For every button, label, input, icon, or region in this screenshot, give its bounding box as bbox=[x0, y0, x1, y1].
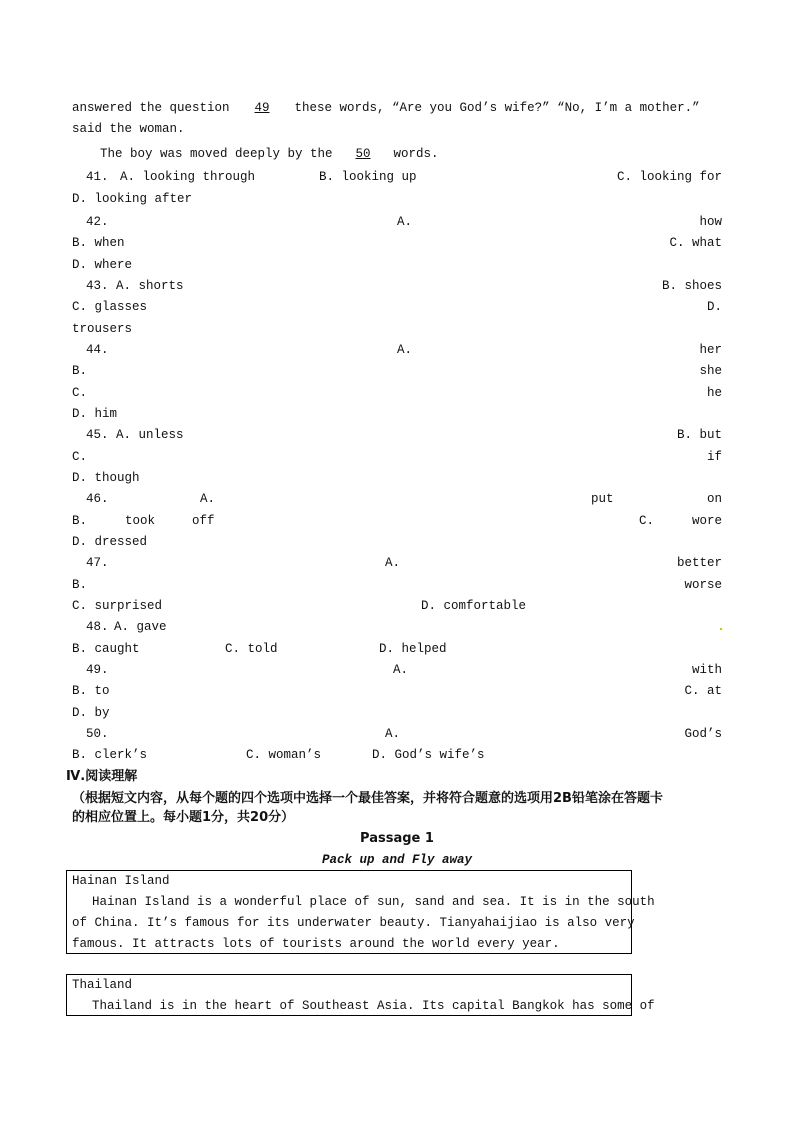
option-b: B. caught bbox=[72, 642, 140, 656]
option-a-word: how bbox=[699, 215, 722, 229]
blank-50: 50 bbox=[355, 147, 371, 161]
option-b: B. bbox=[72, 514, 88, 528]
option-c: C. at bbox=[684, 684, 722, 698]
stray-mark bbox=[720, 628, 722, 630]
cloze-text: answered the question bbox=[72, 101, 238, 115]
question-48 bbox=[72, 618, 722, 636]
option-c: C. woman’s bbox=[246, 748, 322, 762]
question-45 bbox=[72, 426, 722, 444]
option-c: C. bbox=[639, 514, 655, 528]
box-heading: Thailand bbox=[72, 978, 133, 992]
question-number: 50. bbox=[86, 727, 109, 741]
option-b-word: worse bbox=[684, 578, 722, 592]
option-d: D. comfortable bbox=[421, 599, 527, 613]
section-instructions-1: （根据短文内容，从每个题的四个选项中选择一个最佳答案，并将符合题意的选项用2B铅笔涂在答题卡 bbox=[72, 791, 663, 806]
question-number: 44. bbox=[86, 343, 109, 357]
option-b: B. bbox=[72, 364, 88, 378]
option-d: D. bbox=[706, 300, 722, 314]
question-43 bbox=[72, 277, 722, 295]
option-b: B. shoes bbox=[661, 279, 722, 293]
question-41 bbox=[72, 168, 722, 186]
blank-49: 49 bbox=[254, 101, 270, 115]
option-a-word: better bbox=[676, 556, 722, 570]
question-46-d: D. dressed bbox=[72, 535, 148, 549]
box-text-line: Hainan Island is a wonderful place of sun, sand and sea. It is in the south bbox=[92, 895, 655, 909]
question-48-bcd bbox=[72, 640, 722, 658]
question-number: 45. bbox=[86, 428, 109, 442]
option-a-word: with bbox=[691, 663, 722, 677]
option-a: A. bbox=[200, 492, 216, 506]
cloze-text: words. bbox=[386, 147, 439, 161]
option-b-word: took bbox=[125, 514, 156, 528]
option-a-word: God’s bbox=[684, 727, 722, 741]
cloze-line-2: said the woman. bbox=[72, 122, 185, 136]
question-46-bc bbox=[72, 512, 722, 530]
option-b: B. bbox=[72, 578, 88, 592]
section-instructions-2: 的相应位置上。每小题1分，共20分） bbox=[72, 810, 295, 825]
question-number: 48. bbox=[86, 620, 109, 634]
question-42 bbox=[72, 213, 722, 231]
option-c: C. bbox=[72, 450, 88, 464]
option-a: A. bbox=[397, 343, 413, 357]
option-d: D. God’s wife’s bbox=[372, 748, 485, 762]
cloze-text: these words, “Are you God’s wife?” “No, I’m a mother.” bbox=[287, 101, 700, 115]
question-42-bc bbox=[72, 234, 722, 252]
question-44-b bbox=[72, 362, 722, 380]
option-a-word: put bbox=[591, 492, 614, 506]
question-47-cd bbox=[72, 597, 722, 615]
question-number: 49. bbox=[86, 663, 109, 677]
option-a: A. looking through bbox=[120, 170, 256, 184]
passage-label: Passage 1 bbox=[360, 831, 434, 846]
question-number: 46. bbox=[86, 492, 109, 506]
option-d: D. helped bbox=[379, 642, 447, 656]
question-43-d-word: trousers bbox=[72, 322, 133, 336]
option-b: B. looking up bbox=[319, 170, 417, 184]
option-a: A. bbox=[385, 727, 401, 741]
question-47 bbox=[72, 554, 722, 572]
option-a: A. unless bbox=[116, 428, 184, 442]
option-c: C. looking for bbox=[616, 170, 722, 184]
option-a: A. bbox=[393, 663, 409, 677]
hainan-island-box bbox=[66, 870, 655, 954]
question-44-d: D. him bbox=[72, 407, 118, 421]
option-c: C. glasses bbox=[72, 300, 148, 314]
option-c: C. surprised bbox=[72, 599, 163, 613]
option-b: B. but bbox=[676, 428, 722, 442]
box-text-line: Thailand is in the heart of Southeast Asia. Its capital Bangkok has some of bbox=[92, 999, 655, 1013]
cloze-text: The boy was moved deeply by the bbox=[100, 147, 341, 161]
option-b-word-2: off bbox=[192, 514, 215, 528]
option-c: C. what bbox=[669, 236, 722, 250]
question-number: 43. bbox=[86, 279, 109, 293]
cloze-line-1 bbox=[72, 99, 722, 117]
section-title: Ⅳ.阅读理解 bbox=[66, 769, 138, 784]
question-50 bbox=[72, 725, 722, 743]
question-number: 47. bbox=[86, 556, 109, 570]
question-41-d: D. looking after bbox=[72, 192, 193, 206]
question-50-bcd bbox=[72, 746, 722, 764]
option-c: C. bbox=[72, 386, 88, 400]
option-a-word-2: on bbox=[706, 492, 722, 506]
cloze-line-3 bbox=[100, 145, 750, 163]
question-46 bbox=[72, 490, 722, 508]
option-a: A. shorts bbox=[116, 279, 184, 293]
question-45-d: D. though bbox=[72, 471, 140, 485]
option-a: A. bbox=[385, 556, 401, 570]
question-number: 42. bbox=[86, 215, 109, 229]
box-text-line: of China. It’s famous for its underwater beauty. Tianyahaijiao is also very bbox=[72, 916, 635, 930]
option-c: C. told bbox=[225, 642, 278, 656]
option-a: A. gave bbox=[114, 620, 167, 634]
option-c-word: if bbox=[706, 450, 722, 464]
question-43-cd bbox=[72, 298, 722, 316]
question-number: 41. bbox=[86, 170, 109, 184]
thailand-box bbox=[66, 974, 655, 1016]
option-c-word: he bbox=[706, 386, 722, 400]
question-44-c bbox=[72, 384, 722, 402]
question-45-left bbox=[72, 426, 184, 444]
box-text-line: famous. It attracts lots of tourists around the world every year. bbox=[72, 937, 560, 951]
question-49-d: D. by bbox=[72, 706, 110, 720]
question-42-d: D. where bbox=[72, 258, 133, 272]
option-b: B. to bbox=[72, 684, 110, 698]
option-c-word: wore bbox=[691, 514, 722, 528]
question-49 bbox=[72, 661, 722, 679]
option-b: B. clerk’s bbox=[72, 748, 148, 762]
option-a: A. bbox=[397, 215, 413, 229]
passage-title: Pack up and Fly away bbox=[321, 853, 473, 867]
option-b-word: she bbox=[699, 364, 722, 378]
question-44 bbox=[72, 341, 722, 359]
question-45-c bbox=[72, 448, 722, 466]
option-a-word: her bbox=[699, 343, 722, 357]
question-47-b bbox=[72, 576, 722, 594]
option-b: B. when bbox=[72, 236, 125, 250]
box-heading: Hainan Island bbox=[72, 874, 170, 888]
question-49-bc bbox=[72, 682, 722, 700]
question-43-left bbox=[72, 277, 184, 295]
